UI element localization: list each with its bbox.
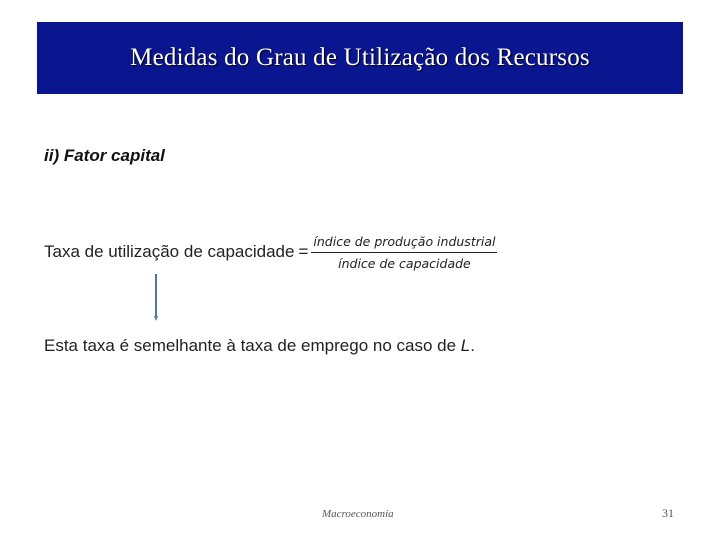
formula-fraction <box>311 234 497 271</box>
footer-text: Macroeconomia <box>322 508 394 520</box>
explanation-sentence <box>44 336 475 356</box>
sentence-variable: L <box>460 336 471 355</box>
formula-lhs: Taxa de utilização de capacidade <box>44 242 295 261</box>
sentence-end: . <box>470 336 475 355</box>
down-arrow-icon <box>154 274 158 324</box>
section-heading: ii) Fator capital <box>44 146 165 165</box>
arrow-shaft <box>155 274 157 318</box>
page-number: 31 <box>662 506 674 520</box>
title-bar <box>37 22 683 94</box>
fraction-denominator: índice de capacidade <box>338 255 471 271</box>
slide-title: Medidas do Grau de Utilização dos Recursos <box>130 44 590 71</box>
arrow-head <box>154 316 158 321</box>
equals-sign: = <box>298 242 309 261</box>
sentence-text: Esta taxa é semelhante à taxa de emprego no caso de <box>44 336 461 355</box>
fraction-numerator: índice de produção industrial <box>313 233 496 249</box>
formula <box>44 228 497 276</box>
